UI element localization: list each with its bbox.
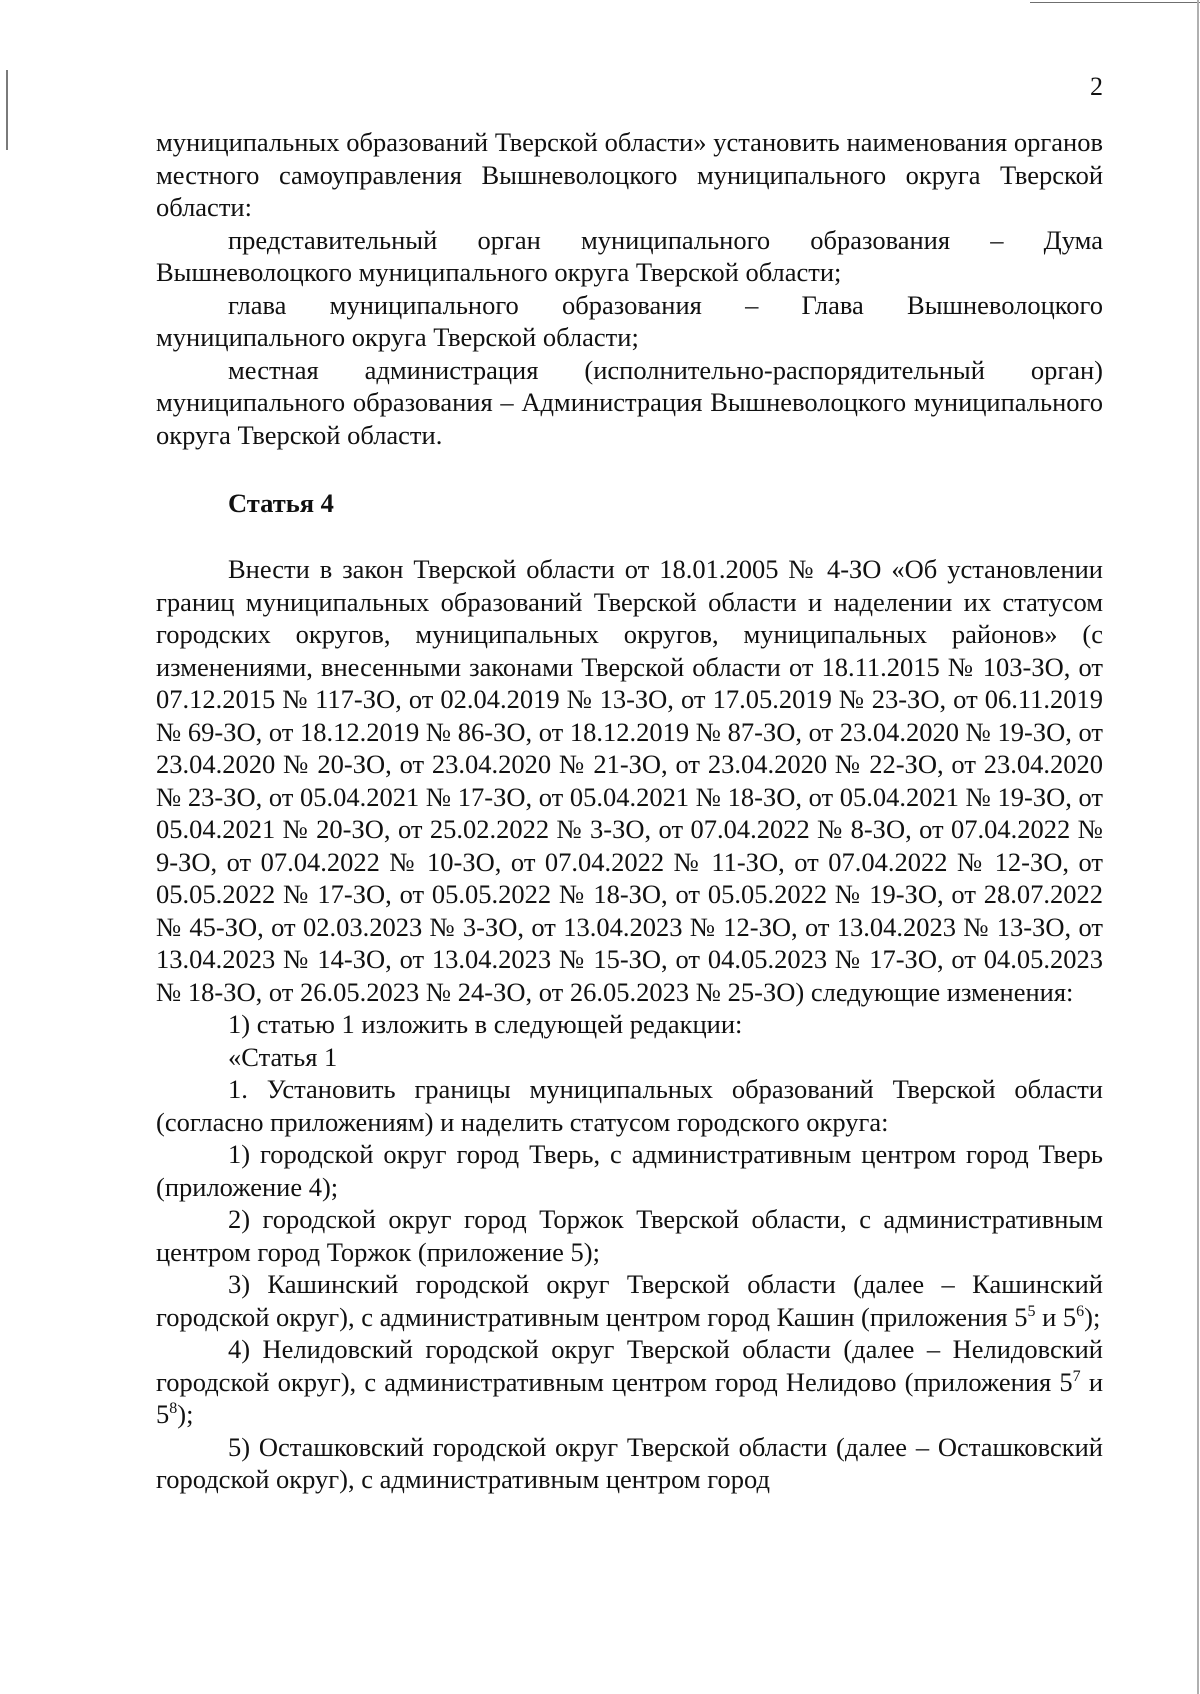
paragraph-administration: местная администрация (исполнительно-распорядительный орган) муниципального образования – Администрация Вышневолоцкого муниципального округа Тверской области.: [156, 354, 1103, 450]
nelidovo-end: );: [177, 1399, 194, 1429]
kashin-text: 3) Кашинский городской округ Тверской области (далее – Кашинский городской округ), с административным центром город Кашин (приложения 5: [156, 1269, 1103, 1332]
nelidovo-sup-1: 7: [1072, 1367, 1081, 1385]
nelidovo-text: 4) Нелидовский городской округ Тверской области (далее – Нелидовский городской округ), с административным центром город Нелидово (приложения 5: [156, 1334, 1103, 1397]
nelidovo-mid: и 5: [156, 1366, 1103, 1429]
kashin-end: );: [1084, 1301, 1101, 1332]
paragraph-boundaries: 1. Установить границы муниципальных образований Тверской области (согласно приложениям) и наделить статусом городского округа:: [156, 1074, 1103, 1137]
nelidovo-sup-2: 8: [169, 1400, 178, 1418]
page-number: 2: [1090, 72, 1103, 101]
paragraph-glava: глава муниципального образования – Глава Вышневолоцкого муниципального округа Тверской области;: [156, 289, 1103, 352]
scan-edge-top: [1030, 2, 1200, 3]
paragraph-amendment: Внести в закон Тверской области от 18.01.2005 № 4-ЗО «Об установлении границ муниципальных образований Тверской области и наделении их статусом городских округов, муниципальных округов, муниципальных районов» (с изменениями, внесенными законами Тверской области от 18.11.2015 № 103-ЗО, от 07.12.2015 № 117-ЗО, от 02.04.2019 № 13-ЗО, от 17.05.2019 № 23-ЗО, от 06.11.2019 № 69-ЗО, от 18.12.2019 № 86-ЗО, от 18.12.2019 № 87-ЗО, от 23.04.2020 № 19-ЗО, от 23.04.2020 № 20-ЗО, от 23.04.2020 № 21-ЗО, от 23.04.2020 № 22-ЗО, от 23.04.2020 № 23-ЗО, от 05.04.2021 № 17-ЗО, от 05.04.2021 № 18-ЗО, от 05.04.2021 № 19-ЗО, от 05.04.2021 № 20-ЗО, от 25.02.2022 № 3-ЗО, от 07.04.2022 № 8-ЗО, от 07.04.2022 № 9-ЗО, от 07.04.2022 № 10-ЗО, от 07.04.2022 № 11-ЗО, от 07.04.2022 № 12-ЗО, от 05.05.2022 № 17-ЗО, от 05.05.2022 № 18-ЗО, от 05.05.2022 № 19-ЗО, от 28.07.2022 № 45-ЗО, от 02.03.2023 № 3-ЗО, от 13.04.2023 № 12-ЗО, от 13.04.2023 № 13-ЗО, от 13.04.2023 № 14-ЗО, от 13.04.2023 № 15-ЗО, от 04.05.2023 № 17-ЗО, от 04.05.2023 № 18-ЗО, от 26.05.2023 № 24-ЗО, от 26.05.2023 № 25-ЗО) следующие изменения:: [156, 554, 1104, 1007]
document-body: [156, 126, 1103, 1496]
scan-edge-left: [6, 70, 8, 150]
paragraph-intro: муниципальных образований Тверской области» установить наименования органов местного самоуправления Вышневолоцкого муниципального округа Тверской области:: [156, 127, 1103, 222]
paragraph-article1-title: «Статья 1: [228, 1041, 338, 1072]
article-heading: Статья 4: [228, 488, 334, 518]
paragraph-item-article1: 1) статью 1 изложить в следующей редакции:: [228, 1009, 743, 1039]
kashin-sup-2: 6: [1076, 1302, 1085, 1320]
paragraph-item-kashin: [156, 1268, 1103, 1333]
kashin-sup-1: 5: [1027, 1302, 1036, 1320]
paragraph-item-ostashkov: 5) Осташковский городской округ Тверской области (далее – Осташковский городской округ), с административным центром город: [156, 1431, 1103, 1494]
paragraph-duma: представительный орган муниципального образования – Дума Вышневолоцкого муниципального округа Тверской области;: [156, 224, 1103, 287]
kashin-mid: и 5: [1035, 1301, 1077, 1332]
paragraph-item-nelidovo: [156, 1333, 1103, 1431]
scan-edge-right: [1197, 0, 1199, 1694]
paragraph-item-torzhok: 2) городской округ город Торжок Тверской области, с административным центром город Торжок (приложение 5);: [156, 1204, 1103, 1267]
paragraph-item-tver: 1) городской округ город Тверь, с административным центром город Тверь (приложение 4);: [156, 1139, 1103, 1202]
